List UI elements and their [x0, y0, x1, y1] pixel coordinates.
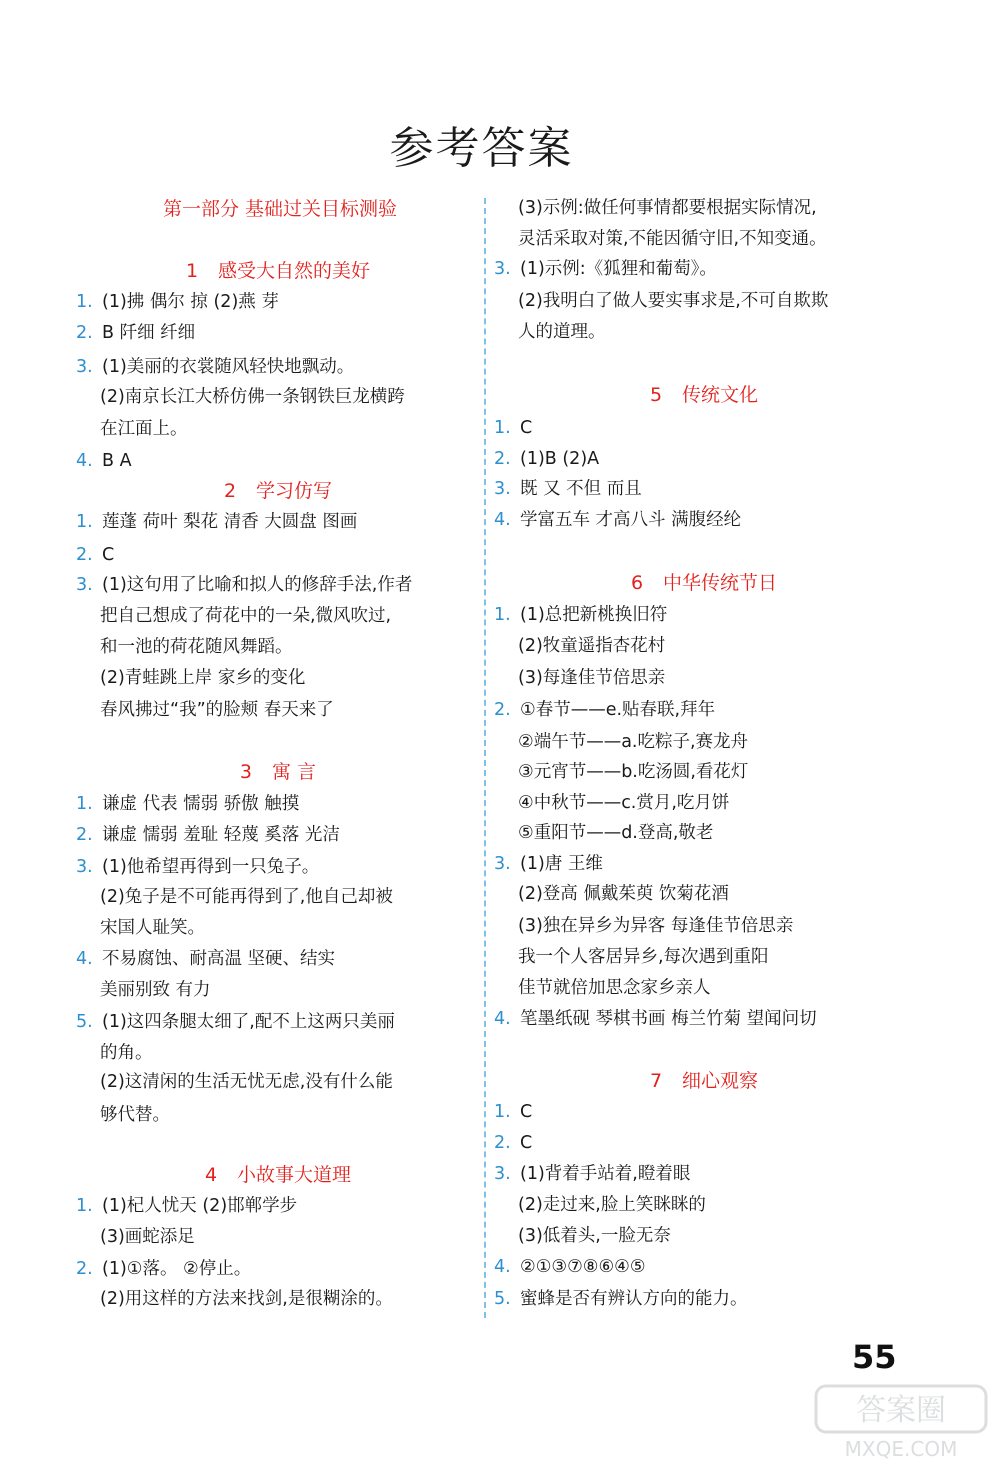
answer-text: 谦虚 代表 懦弱 骄傲 触摸 [102, 794, 300, 814]
item-number: 2. [76, 1259, 93, 1279]
answer-text: ①春节——e.贴春联,拜年 [520, 700, 716, 720]
answer-line [494, 1221, 671, 1251]
answer-item [494, 444, 599, 474]
answer-text: 谦虚 懦弱 羞耻 轻蔑 奚落 光洁 [102, 825, 340, 845]
answer-line [494, 317, 606, 347]
answer-item [76, 287, 279, 317]
item-number: 2. [494, 700, 511, 720]
answer-text: 够代替。 [100, 1105, 170, 1125]
answer-item [76, 570, 412, 600]
answer-text: ②端午节——a.吃粽子,赛龙舟 [518, 732, 749, 752]
answer-text: B 阡细 纤细 [102, 323, 196, 343]
answer-item [76, 1254, 251, 1284]
item-number: 2. [494, 1133, 511, 1153]
answer-text: (2)登高 佩戴茱萸 饮菊花酒 [518, 884, 729, 904]
answer-line [494, 286, 828, 316]
answer-item [76, 540, 114, 570]
answer-line [76, 1038, 153, 1068]
item-number: 3. [494, 479, 511, 499]
answer-text: 春风拂过“我”的脸颊 春天来了 [100, 700, 334, 720]
answer-line [494, 788, 729, 818]
answer-text: (1)这句用了比喻和拟人的修辞手法,作者 [102, 575, 413, 595]
answer-line [494, 1190, 706, 1220]
item-number: 1. [76, 512, 93, 532]
item-number: 3. [76, 575, 93, 595]
item-number: 4. [494, 510, 511, 530]
answer-line [76, 1067, 393, 1097]
answer-text: C [102, 545, 115, 565]
item-number: 1. [494, 605, 511, 625]
item-number: 1. [494, 418, 511, 438]
section-heading [494, 380, 914, 410]
answer-item [494, 1284, 748, 1314]
answer-line [76, 975, 211, 1005]
answer-text: ⑤重阳节——d.登高,敬老 [518, 823, 714, 843]
section-label: 细心观察 [682, 1070, 759, 1092]
answer-text: (1)①落。 ②停止。 [102, 1259, 252, 1279]
answer-text: (1)拂 偶尔 掠 (2)燕 芽 [102, 292, 279, 312]
answer-text: (3)示例:做任何事情都要根据实际情况, [518, 198, 817, 218]
answer-line [76, 913, 205, 943]
page-title: 参考答案 [389, 123, 574, 174]
answer-item [76, 944, 335, 974]
answer-item [76, 1191, 297, 1221]
section-number: 5 [649, 384, 663, 406]
answer-text: (1)他希望再得到一只兔子。 [102, 857, 320, 877]
item-number: 3. [494, 854, 511, 874]
answer-text: C [520, 418, 533, 438]
item-number: 3. [76, 357, 93, 377]
answer-text: (2)走过来,脸上笑眯眯的 [518, 1195, 706, 1215]
item-number: 2. [76, 545, 93, 565]
answer-text: (1)美丽的衣裳随风轻快地飘动。 [102, 357, 355, 377]
item-number: 1. [494, 1102, 511, 1122]
section-label: 小故事大道理 [237, 1164, 352, 1186]
item-number: 2. [76, 323, 93, 343]
answer-line [494, 879, 729, 909]
answer-item [76, 446, 132, 476]
answer-line [76, 1222, 195, 1252]
section-label: 传统文化 [682, 384, 759, 406]
answer-text: (2)青蛙跳上岸 家乡的变化 [100, 668, 306, 688]
answer-item [76, 352, 354, 382]
section-number: 3 [239, 761, 253, 783]
answer-line [76, 695, 334, 725]
section-label: 学习仿写 [256, 480, 333, 502]
answer-line [494, 727, 748, 757]
answer-text: 和一池的荷花随风舞蹈。 [100, 637, 293, 657]
section-number: 1 [185, 260, 199, 282]
answer-line [76, 663, 305, 693]
answer-text: 人的道理。 [518, 322, 606, 342]
page-number: 55 [852, 1338, 897, 1376]
answer-line [494, 818, 713, 848]
svg-text:MXQE.COM: MXQE.COM [844, 1437, 958, 1461]
answer-text: (1)B (2)A [520, 449, 600, 469]
section-number: 4 [204, 1164, 218, 1186]
answer-item [494, 1097, 532, 1127]
item-number: 2. [76, 825, 93, 845]
answer-item [494, 1252, 646, 1282]
answer-line [494, 911, 793, 941]
answer-text: B A [102, 451, 132, 471]
section-heading [494, 1066, 914, 1096]
answer-item [494, 505, 741, 535]
watermark-logo [812, 1380, 990, 1464]
section-label: 寓 言 [272, 761, 317, 783]
item-number: 1. [76, 292, 93, 312]
answer-line [494, 193, 817, 223]
answer-line [76, 1284, 393, 1314]
column-divider [484, 198, 486, 1318]
section-heading [76, 256, 480, 286]
answer-text: (3)画蛇添足 [100, 1227, 195, 1247]
answer-item [76, 852, 319, 882]
section-heading [76, 1160, 480, 1190]
answer-line [76, 882, 393, 912]
answer-item [76, 1007, 395, 1037]
answer-item [494, 695, 715, 725]
answer-item [494, 600, 667, 630]
answer-line [76, 632, 293, 662]
answer-item [76, 318, 195, 348]
answer-text: (2)我明白了做人要实事求是,不可自欺欺 [518, 291, 829, 311]
answer-item [494, 413, 532, 443]
answer-text: 的角。 [100, 1043, 153, 1063]
answer-text: (1)这四条腿太细了,配不上这两只美丽 [102, 1012, 395, 1032]
part-title: 第一部分 基础过关目标测验 [162, 198, 398, 220]
answer-line [76, 601, 391, 631]
answer-item [494, 849, 603, 879]
answer-text: 既 又 不但 而且 [520, 479, 642, 499]
answer-line [494, 973, 711, 1003]
section-heading [494, 568, 914, 598]
answer-item [76, 820, 340, 850]
answer-text: 美丽别致 有力 [100, 980, 211, 1000]
answer-text: ③元宵节——b.吃汤圆,看花灯 [518, 762, 749, 782]
answer-line [76, 1100, 170, 1130]
item-number: 1. [76, 794, 93, 814]
answer-text: ②①③⑦⑧⑥④⑤ [520, 1257, 646, 1277]
item-number: 2. [494, 449, 511, 469]
answer-text: (3)独在异乡为异客 每逢佳节倍思亲 [518, 916, 794, 936]
section-label: 中华传统节日 [663, 572, 778, 594]
answer-text: (1)唐 王维 [520, 854, 603, 874]
answer-text: 不易腐蚀、耐高温 坚硬、结实 [102, 949, 336, 969]
answer-item [494, 1128, 532, 1158]
answer-text: (2)用这样的方法来找剑,是很糊涂的。 [100, 1289, 393, 1309]
item-number: 4. [494, 1009, 511, 1029]
answer-line [76, 414, 188, 444]
item-number: 5. [494, 1289, 511, 1309]
answer-item [76, 789, 299, 819]
answer-text: ④中秋节——c.赏月,吃月饼 [518, 793, 730, 813]
answer-text: C [520, 1133, 533, 1153]
answer-text: C [520, 1102, 533, 1122]
answer-item [494, 1004, 817, 1034]
answer-text: 灵活采取对策,不能因循守旧,不知变通。 [518, 229, 827, 249]
answer-text: (2)南京长江大桥仿佛一条钢铁巨龙横跨 [100, 387, 405, 407]
answer-item [494, 254, 717, 284]
answer-text: 蜜蜂是否有辨认方向的能力。 [520, 1289, 748, 1309]
section-number: 2 [223, 480, 237, 502]
answer-text: (2)牧童遥指杏花村 [518, 636, 666, 656]
item-number: 4. [76, 949, 93, 969]
answer-line [76, 382, 405, 412]
answer-line [494, 663, 665, 693]
item-number: 3. [494, 259, 511, 279]
answer-text: (1)背着手站着,瞪着眼 [520, 1164, 691, 1184]
answer-item [494, 474, 642, 504]
section-heading [76, 757, 480, 787]
answer-text: (1)示例:《狐狸和葡萄》。 [520, 259, 717, 279]
item-number: 1. [76, 1196, 93, 1216]
answer-text: 笔墨纸砚 琴棋书画 梅兰竹菊 望闻问切 [520, 1009, 817, 1029]
item-number: 4. [76, 451, 93, 471]
svg-text:答案圈: 答案圈 [856, 1393, 946, 1428]
answer-text: 在江面上。 [100, 419, 188, 439]
answer-text: 宋国人耻笑。 [100, 918, 205, 938]
answer-line [494, 631, 665, 661]
answer-text: 我一个人客居异乡,每次遇到重阳 [518, 947, 769, 967]
item-number: 3. [494, 1164, 511, 1184]
answer-text: 莲蓬 荷叶 梨花 清香 大圆盘 图画 [102, 512, 358, 532]
answer-text: (2)这清闲的生活无忧无虑,没有什么能 [100, 1072, 393, 1092]
answer-text: (2)兔子是不可能再得到了,他自己却被 [100, 887, 393, 907]
answer-text: (3)低着头,一脸无奈 [518, 1226, 671, 1246]
section-heading [76, 476, 480, 506]
answer-text: (1)杞人忧天 (2)邯郸学步 [102, 1196, 298, 1216]
answer-line [494, 224, 827, 254]
answer-line [494, 942, 769, 972]
item-number: 4. [494, 1257, 511, 1277]
answer-item [76, 507, 357, 537]
answer-text: 把自己想成了荷花中的一朵,微风吹过, [100, 606, 392, 626]
item-number: 3. [76, 857, 93, 877]
section-number: 7 [649, 1070, 663, 1092]
answer-text: 佳节就倍加思念家乡亲人 [518, 978, 711, 998]
section-number: 6 [630, 572, 644, 594]
answer-text: (1)总把新桃换旧符 [520, 605, 668, 625]
answer-text: 学富五车 才高八斗 满腹经纶 [520, 510, 742, 530]
answer-item [494, 1159, 690, 1189]
item-number: 5. [76, 1012, 93, 1032]
answer-text: (3)每逢佳节倍思亲 [518, 668, 666, 688]
section-label: 感受大自然的美好 [218, 260, 371, 282]
answer-line [494, 757, 748, 787]
